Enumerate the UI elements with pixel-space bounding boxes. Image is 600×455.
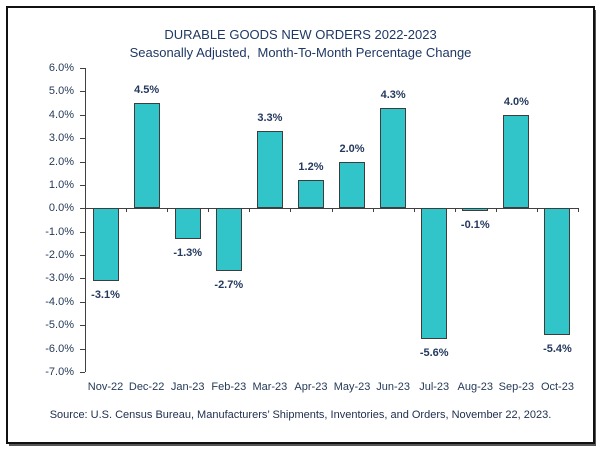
x-tick-label: Oct-23 xyxy=(540,381,574,393)
bar xyxy=(93,208,119,280)
x-tick-label: Apr-23 xyxy=(294,381,328,393)
y-tick-label: 5.0% xyxy=(48,85,74,98)
bar xyxy=(462,208,488,210)
x-axis-tick xyxy=(332,208,333,212)
bar xyxy=(216,208,242,271)
bar-label: 4.3% xyxy=(380,88,406,101)
bar-label: 4.5% xyxy=(134,84,160,97)
x-axis-tick xyxy=(167,208,168,212)
y-axis-tick xyxy=(80,232,85,233)
bar-label: 3.3% xyxy=(257,112,283,125)
y-axis-tick xyxy=(80,278,85,279)
source-note: Source: U.S. Census Bureau, Manufacturers’ Shipments, Inventories, and Orders, November 22, 2023. xyxy=(49,409,552,421)
bar-label: -5.6% xyxy=(419,347,449,360)
x-axis-tick xyxy=(537,208,538,212)
y-axis-tick xyxy=(80,115,85,116)
y-axis-tick xyxy=(80,349,85,350)
x-axis-tick xyxy=(496,208,497,212)
plot-area xyxy=(8,8,593,442)
y-tick-label: 6.0% xyxy=(48,62,74,74)
bar-label: -2.7% xyxy=(214,279,244,292)
x-tick-label: Nov-22 xyxy=(87,381,124,393)
x-tick-label: Mar-23 xyxy=(252,381,288,393)
y-axis-tick xyxy=(80,91,85,92)
x-tick-label: Jun-23 xyxy=(376,381,410,393)
bar xyxy=(380,108,406,209)
bar xyxy=(421,208,447,339)
y-tick-label: -3.0% xyxy=(45,272,74,285)
y-tick-label: 0.0% xyxy=(48,202,74,215)
x-axis-tick xyxy=(208,208,209,212)
y-axis-tick xyxy=(80,162,85,163)
y-tick-label: 1.0% xyxy=(48,178,74,191)
y-tick-label: -5.0% xyxy=(45,319,74,332)
bar-label: -3.1% xyxy=(91,288,120,301)
x-tick-label: Jan-23 xyxy=(170,381,205,393)
y-axis-tick xyxy=(80,372,85,373)
y-tick-label: 3.0% xyxy=(48,132,74,145)
bar-label: 4.0% xyxy=(503,95,529,108)
y-axis-tick xyxy=(80,302,85,303)
y-axis-line xyxy=(85,68,86,372)
y-tick-label: -6.0% xyxy=(45,342,74,355)
chart-subtitle: Seasonally Adjusted, Month-To-Month Percentage Change xyxy=(129,45,472,60)
x-axis-tick xyxy=(85,208,86,212)
y-axis-tick xyxy=(80,255,85,256)
bar xyxy=(134,103,160,208)
bar xyxy=(257,131,283,208)
y-axis-tick xyxy=(80,138,85,139)
x-tick-label: Sep-23 xyxy=(498,381,535,393)
chart-frame xyxy=(6,6,595,444)
bar xyxy=(503,115,529,209)
x-axis-tick xyxy=(373,208,374,212)
y-tick-label: 2.0% xyxy=(48,155,74,168)
x-tick-label: Jul-23 xyxy=(419,381,450,393)
y-tick-label: -7.0% xyxy=(45,366,74,378)
bar-label: -5.4% xyxy=(543,342,572,355)
bar xyxy=(339,162,365,209)
bar xyxy=(298,180,324,208)
bar-label: -1.3% xyxy=(173,246,203,259)
y-axis-tick xyxy=(80,325,85,326)
x-axis-tick xyxy=(455,208,456,212)
y-tick-label: 4.0% xyxy=(48,108,74,121)
x-axis-tick xyxy=(578,208,579,212)
x-axis-tick xyxy=(290,208,291,212)
x-axis-tick xyxy=(249,208,250,212)
bar xyxy=(544,208,570,334)
y-tick-label: -1.0% xyxy=(45,225,74,238)
y-axis-tick xyxy=(80,185,85,186)
x-tick-label: Feb-23 xyxy=(211,381,247,393)
bar-label: 1.2% xyxy=(298,161,324,174)
x-tick-label: Dec-22 xyxy=(128,381,165,393)
x-tick-label: Aug-23 xyxy=(457,381,494,393)
x-tick-label: May-23 xyxy=(333,381,371,393)
chart-title: DURABLE GOODS NEW ORDERS 2022-2023 xyxy=(164,27,437,42)
bar-label: 2.0% xyxy=(339,142,365,155)
bar xyxy=(175,208,201,238)
y-tick-label: -2.0% xyxy=(45,249,74,262)
bar-label: -0.1% xyxy=(460,218,490,231)
y-tick-label: -4.0% xyxy=(45,295,74,308)
x-axis-tick xyxy=(126,208,127,212)
y-axis-tick xyxy=(80,68,85,69)
x-axis-tick xyxy=(414,208,415,212)
